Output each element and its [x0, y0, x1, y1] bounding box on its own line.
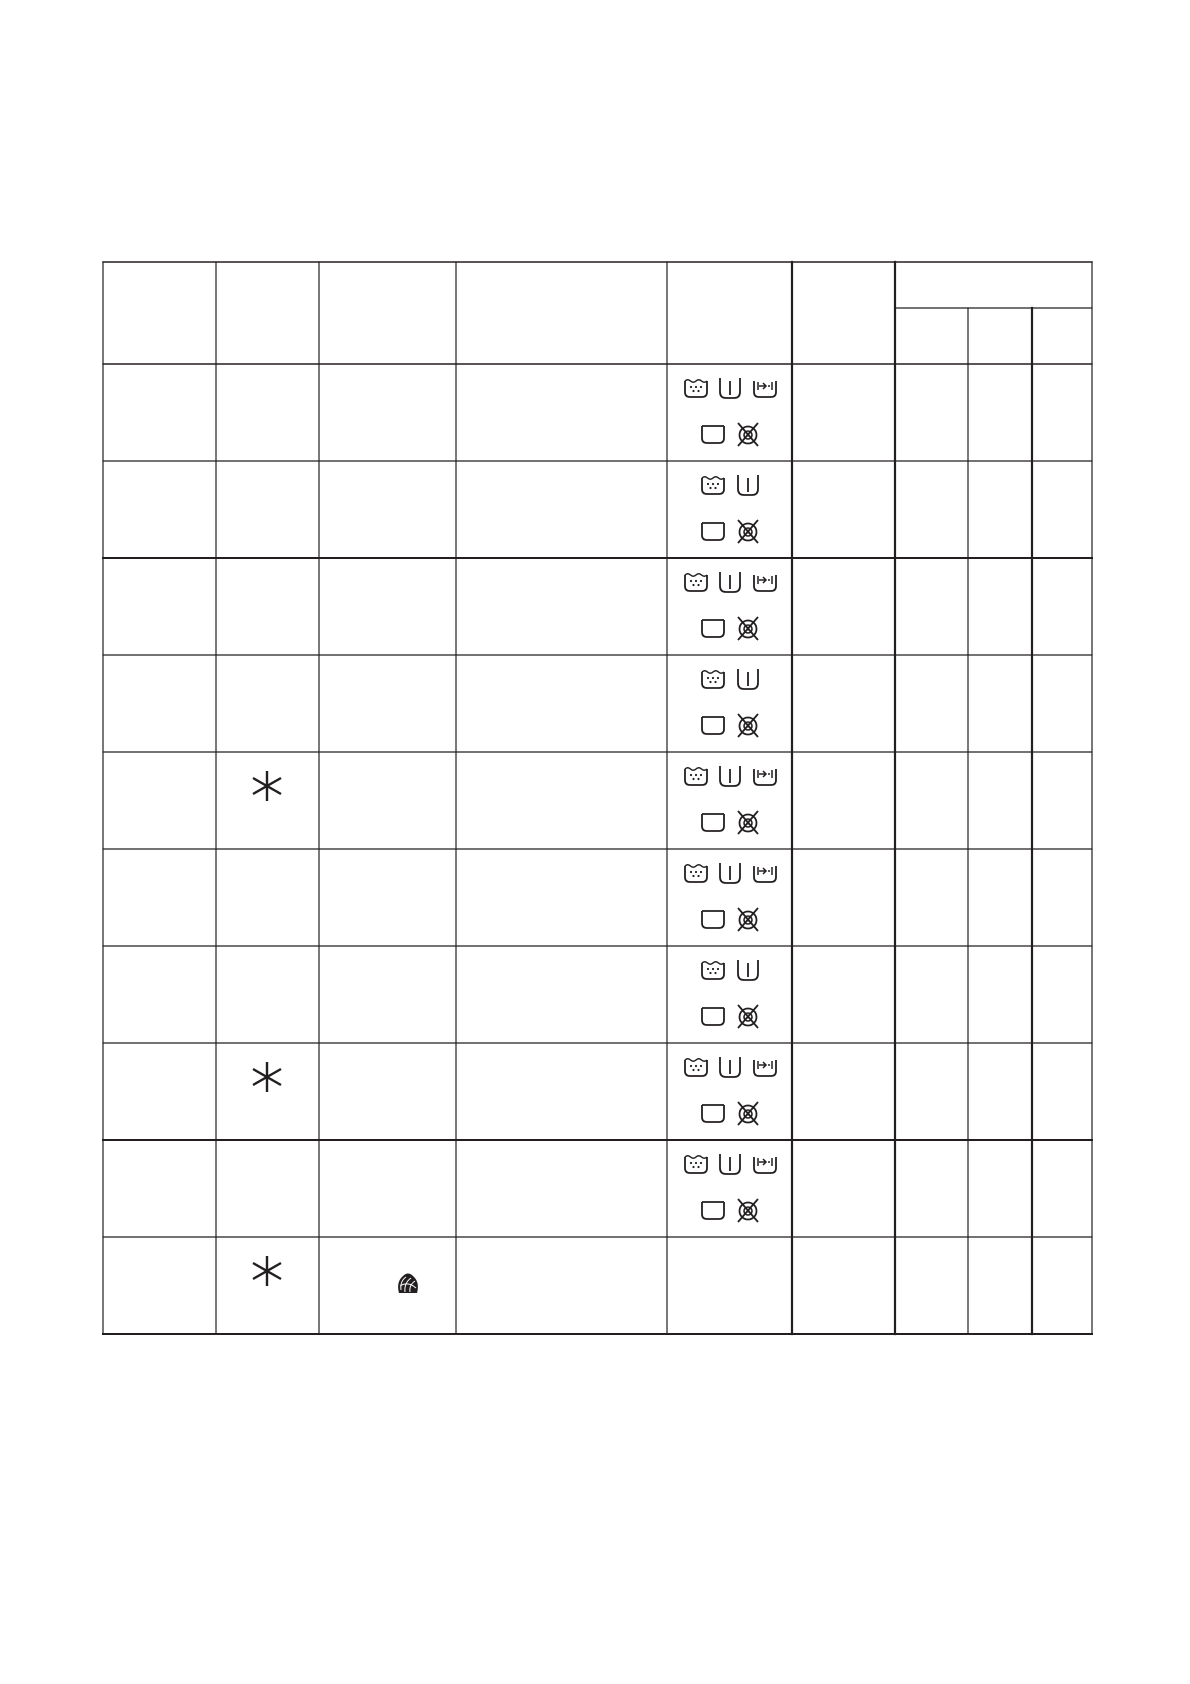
wool-ball-icon	[398, 1274, 418, 1294]
pump-icon	[738, 475, 758, 495]
asterisk-icon	[253, 1256, 281, 1286]
empty-tub-icon	[702, 620, 724, 637]
rinse-icon	[702, 671, 724, 688]
pump-icon	[720, 1057, 740, 1077]
spin-icon	[754, 575, 776, 591]
pump-icon	[720, 378, 740, 398]
pump-icon	[738, 669, 758, 689]
rinse-icon	[685, 1059, 707, 1076]
no-spin-icon	[738, 1102, 758, 1125]
no-spin-icon	[738, 714, 758, 737]
empty-tub-icon	[702, 717, 724, 734]
empty-tub-icon	[702, 814, 724, 831]
rinse-icon	[685, 1156, 707, 1173]
rinse-icon	[702, 962, 724, 979]
asterisk-icon	[253, 1062, 281, 1092]
empty-tub-icon	[702, 523, 724, 540]
no-spin-icon	[738, 1005, 758, 1028]
rinse-icon	[685, 574, 707, 591]
empty-tub-icon	[702, 911, 724, 928]
asterisk-icon	[253, 771, 281, 801]
pump-icon	[738, 960, 758, 980]
pump-icon	[720, 1154, 740, 1174]
pump-icon	[720, 766, 740, 786]
spin-icon	[754, 769, 776, 785]
pump-icon	[720, 863, 740, 883]
empty-tub-icon	[702, 1202, 724, 1219]
empty-tub-icon	[702, 426, 724, 443]
spin-icon	[754, 1060, 776, 1076]
empty-tub-icon	[702, 1008, 724, 1025]
spin-icon	[754, 866, 776, 882]
rinse-icon	[685, 380, 707, 397]
pump-icon	[720, 572, 740, 592]
spin-icon	[754, 1157, 776, 1173]
empty-tub-icon	[702, 1105, 724, 1122]
table-rows	[253, 378, 776, 1293]
no-spin-icon	[738, 811, 758, 834]
spin-icon	[754, 381, 776, 397]
table-grid	[103, 262, 1092, 1334]
no-spin-icon	[738, 1199, 758, 1222]
no-spin-icon	[738, 423, 758, 446]
no-spin-icon	[738, 617, 758, 640]
no-spin-icon	[738, 908, 758, 931]
rinse-icon	[685, 768, 707, 785]
rinse-icon	[685, 865, 707, 882]
rinse-icon	[702, 477, 724, 494]
no-spin-icon	[738, 520, 758, 543]
